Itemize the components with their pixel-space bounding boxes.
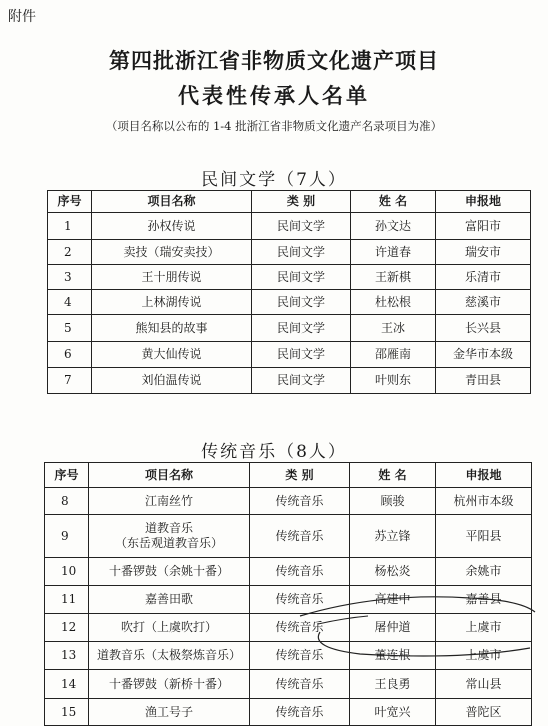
cell-serial: 3 [48,265,92,290]
table-row [45,614,532,642]
section-title-traditional-music: 传统音乐（8人） [201,442,347,462]
cell-category: 传统音乐 [250,614,350,642]
cell-project: 道教音乐（太极祭炼音乐） [89,642,250,670]
header-name: 姓 名 [350,463,436,488]
cell-category: 传统音乐 [250,586,350,614]
table-row [45,670,532,699]
cell-region: 上虞市 [436,642,532,670]
header-serial: 序号 [45,463,89,488]
cell-category: 民间文学 [252,265,351,290]
cell-category: 民间文学 [252,240,351,265]
header-serial: 序号 [48,191,92,213]
cell-category: 传统音乐 [250,699,350,726]
cell-name: 邵雁南 [351,342,436,368]
traditional-music-table [44,462,532,726]
cell-category: 传统音乐 [250,642,350,670]
cell-name: 叶则东 [351,368,436,394]
cell-region: 长兴县 [436,315,531,342]
header-project: 项目名称 [92,191,252,213]
cell-name: 杜松根 [351,290,436,315]
cell-region: 青田县 [436,368,531,394]
cell-category: 传统音乐 [250,670,350,699]
cell-project: 熊知县的故事 [92,315,252,342]
cell-category: 民间文学 [252,342,351,368]
cell-name: 王冰 [351,315,436,342]
cell-serial: 9 [45,515,89,558]
cell-category: 民间文学 [252,290,351,315]
table-row [45,699,532,726]
table-row [45,488,532,515]
cell-region: 普陀区 [436,699,532,726]
cell-region: 余姚市 [436,558,532,586]
cell-project: 王十朋传说 [92,265,252,290]
table-row [45,642,532,670]
cell-serial: 12 [45,614,89,642]
header-category: 类 别 [252,191,351,213]
cell-region: 杭州市本级 [436,488,532,515]
cell-name: 苏立锋 [350,515,436,558]
cell-serial: 2 [48,240,92,265]
cell-project: 十番锣鼓（新桥十番） [89,670,250,699]
cell-region: 瑞安市 [436,240,531,265]
document-title-line2: 代表性传承人名单 [178,83,370,108]
table-header-row [48,191,531,213]
cell-category: 民间文学 [252,368,351,394]
cell-serial: 5 [48,315,92,342]
cell-region: 富阳市 [436,213,531,240]
table-row [45,558,532,586]
header-project: 项目名称 [89,463,250,488]
cell-project: 刘伯温传说 [92,368,252,394]
cell-project: 十番锣鼓（余姚十番） [89,558,250,586]
table-row [48,368,531,394]
cell-region: 慈溪市 [436,290,531,315]
table-row [48,315,531,342]
cell-project: 道教音乐 （东岳观道教音乐） [89,515,250,558]
table-row [48,265,531,290]
document-note: （项目名称以公布的 1-4 批浙江省非物质文化遗产名录项目为准） [105,119,443,133]
cell-category: 传统音乐 [250,488,350,515]
cell-project: 孙权传说 [92,213,252,240]
cell-name: 董连根 [350,642,436,670]
cell-region: 上虞市 [436,614,532,642]
table-row [48,240,531,265]
cell-category: 民间文学 [252,213,351,240]
cell-region: 乐清市 [436,265,531,290]
header-region: 申报地 [436,463,532,488]
section-title-folk-literature: 民间文学（7人） [201,170,347,190]
cell-name: 杨松炎 [350,558,436,586]
header-name: 姓 名 [351,191,436,213]
cell-serial: 15 [45,699,89,726]
cell-project: 渔工号子 [89,699,250,726]
cell-serial: 11 [45,586,89,614]
cell-serial: 4 [48,290,92,315]
cell-project: 卖技（瑞安卖技） [92,240,252,265]
folk-literature-table [47,190,531,394]
cell-name: 高建中 [350,586,436,614]
table-row [45,586,532,614]
cell-region: 嘉善县 [436,586,532,614]
table-row [48,290,531,315]
cell-region: 金华市本级 [436,342,531,368]
cell-name: 王新棋 [351,265,436,290]
cell-name: 顾骏 [350,488,436,515]
cell-category: 传统音乐 [250,558,350,586]
cell-project: 吹打（上虞吹打） [89,614,250,642]
table-row [48,213,531,240]
cell-name: 孙文达 [351,213,436,240]
cell-category: 传统音乐 [250,515,350,558]
cell-region: 平阳县 [436,515,532,558]
cell-name: 王良勇 [350,670,436,699]
header-category: 类 别 [250,463,350,488]
cell-serial: 6 [48,342,92,368]
header-region: 申报地 [436,191,531,213]
cell-serial: 7 [48,368,92,394]
table-row [48,342,531,368]
cell-name: 叶宽兴 [350,699,436,726]
cell-region: 常山县 [436,670,532,699]
cell-project: 黄大仙传说 [92,342,252,368]
table-row [45,515,532,558]
cell-category: 民间文学 [252,315,351,342]
cell-serial: 10 [45,558,89,586]
attachment-label: 附件 [8,9,36,25]
cell-serial: 1 [48,213,92,240]
cell-project: 江南丝竹 [89,488,250,515]
table-header-row [45,463,532,488]
document-title-line1: 第四批浙江省非物质文化遗产项目 [109,48,439,73]
cell-project: 上林湖传说 [92,290,252,315]
cell-name: 屠仲道 [350,614,436,642]
cell-name: 许道春 [351,240,436,265]
cell-serial: 8 [45,488,89,515]
cell-serial: 13 [45,642,89,670]
cell-serial: 14 [45,670,89,699]
cell-project: 嘉善田歌 [89,586,250,614]
